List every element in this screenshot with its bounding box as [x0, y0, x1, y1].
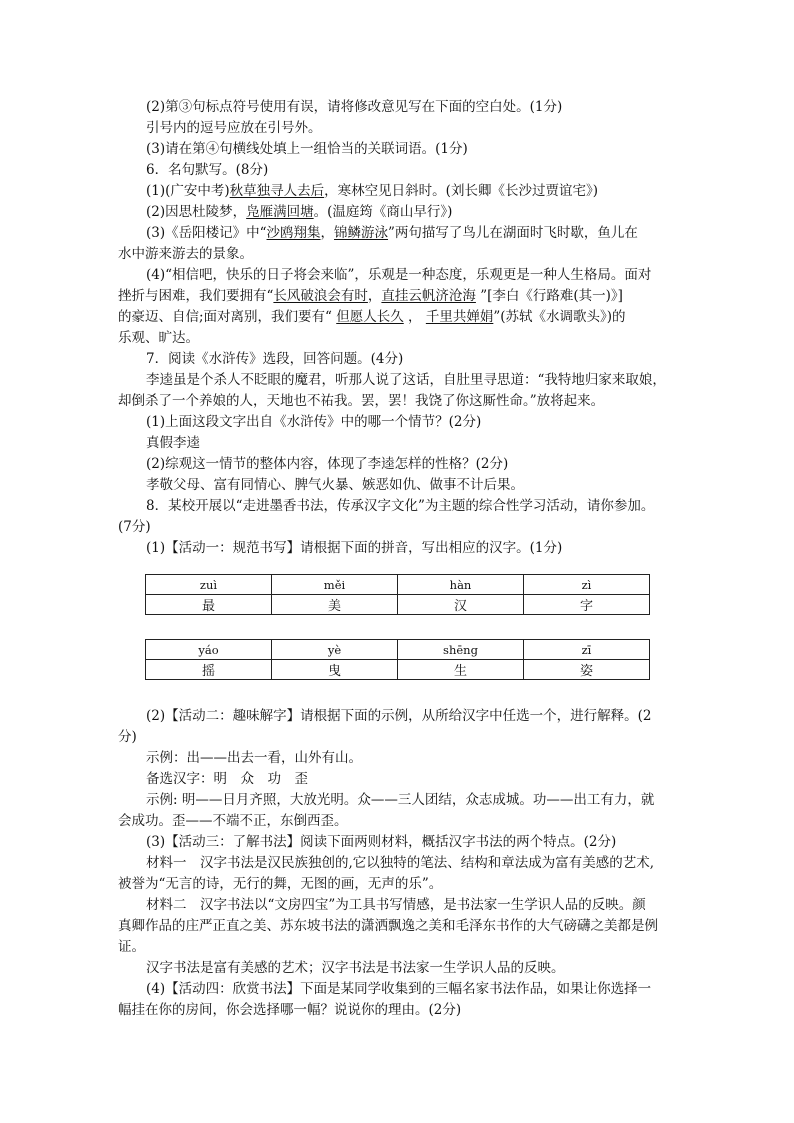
example-line: 示例：出——出去一看，山外有山。	[146, 750, 362, 766]
text: ，寒林空见日斜时。(刘长卿《长沙过贾谊宅》)	[324, 183, 598, 199]
text: ”(苏轼《水调歌头》)的	[493, 309, 626, 325]
pinyin-cell: yè	[272, 640, 398, 660]
hanzi-cell: 汉	[398, 595, 524, 615]
question-7-2: (2)综观这一情节的整体内容，体现了李逵怎样的性格？(2分)	[146, 456, 509, 472]
hanzi-cell: 曳	[272, 660, 398, 680]
answer-blank: 锦鳞游泳	[334, 225, 389, 241]
question-8-4: (4)【活动四：欣赏书法】下面是某同学收集到的三幅名家书法作品，如果让你选择一	[146, 981, 652, 997]
pinyin-table-2	[145, 639, 650, 680]
text: ”两句描写了鸟儿在湖面时飞时歇，鱼儿在	[388, 225, 638, 241]
hanzi-cell: 摇	[146, 660, 272, 680]
question-6-4: (4)“相信吧，快乐的日子将会来临”，乐观是一种态度，乐观更是一种人生格局。面对	[146, 267, 652, 283]
material-2-cont2: 证。	[118, 939, 145, 955]
answer-8-2-cont: 会成功。歪——不端不正，东倒西歪。	[118, 813, 348, 829]
question-5-2: (2)第③句标点符号使用有误，请将修改意见写在下面的空白处。(1分)	[146, 99, 563, 115]
hanzi-cell: 生	[398, 660, 524, 680]
answer-7-1: 真假李逵	[146, 435, 200, 451]
pinyin-cell: měi	[272, 575, 398, 595]
answer-8-2: 示例: 明——日月齐照，大放光明。众——三人团结，众志成城。功——出工有力，就	[146, 792, 655, 808]
text: 挫折与困难，我们要拥有“	[118, 288, 274, 304]
answer-blank: 秋草独寻人去后	[229, 183, 325, 199]
answer-blank: 长风破浪会有时	[273, 288, 368, 304]
question-6-3-cont: 水中游来游去的景象。	[118, 246, 253, 262]
question-5-3: (3)请在第④句横线处填上一组恰当的关联词语。(1分)	[146, 141, 468, 157]
material-2-cont: 真卿作品的庄严正直之美、苏东坡书法的潇洒飘逸之美和毛泽东书作的大气磅礴之美都是例	[118, 918, 658, 934]
question-8-3: (3)【活动三：了解书法】阅读下面两则材料，概括汉字书法的两个特点。(2分)	[146, 834, 617, 850]
answer-8-3: 汉字书法是富有美感的艺术；汉字书法是书法家一生学识人品的反映。	[146, 960, 565, 976]
hanzi-cell: 字	[524, 595, 650, 615]
hanzi-cell: 美	[272, 595, 398, 615]
question-8-1: (1)【活动一：规范书写】请根据下面的拼音，写出相应的汉字。(1分)	[146, 540, 563, 556]
text: ，	[367, 288, 382, 304]
text: 的豪迈、自信;面对离别，我们要有“	[118, 309, 337, 325]
question-6-2	[146, 202, 452, 222]
pinyin-cell: hàn	[398, 575, 524, 595]
question-7-heading: 7．阅读《水浒传》选段，回答问题。(4分)	[146, 351, 404, 367]
answer-blank: 沙鸥翔集	[266, 225, 321, 241]
question-6-1	[146, 181, 598, 201]
question-8-2: (2)【活动二：趣味解字】请根据下面的示例，从所给汉字中任选一个，进行解释。(2	[146, 708, 652, 724]
pinyin-cell: zuì	[146, 575, 272, 595]
answer-blank: 凫雁满回塘	[246, 204, 314, 220]
question-8-heading: 8．某校开展以“走进墨香书法，传承汉字文化”为主题的综合性学习活动，请你参加。	[146, 498, 655, 514]
passage-line: 却倒杀了一个养娘的人，天地也不祐我。罢，罢！我饶了你这厮性命。”放将起来。	[118, 393, 605, 409]
text: ，	[320, 225, 335, 241]
material-2: 材料二 汉字书法以“文房四宝”为工具书写情感，是书法家一生学识人品的反映。颜	[146, 897, 646, 913]
material-1: 材料一 汉字书法是汉民族独创的,它以独特的笔法、结构和章法成为富有美感的艺术,	[146, 855, 655, 871]
text: ，	[403, 309, 426, 325]
answer-blank: 直挂云帆济沧海	[381, 288, 476, 304]
question-6-4-cont2	[118, 307, 626, 327]
pinyin-table-1	[145, 574, 650, 615]
text: (1)(广安中考)	[146, 183, 230, 199]
candidate-chars: 备选汉字：明 众 功 歪	[146, 771, 308, 787]
pinyin-cell: shēng	[398, 640, 524, 660]
question-8-2-cont: 分)	[118, 729, 137, 745]
question-6-4-cont	[118, 286, 623, 306]
passage-line: 李逵虽是个杀人不眨眼的魔君，听那人说了这话，自肚里寻思道：“我特地归家来取娘，	[146, 372, 666, 388]
pinyin-cell: zì	[524, 575, 650, 595]
question-6-heading: 6．名句默写。(8分)	[146, 162, 269, 178]
question-8-heading-cont: (7分)	[118, 519, 151, 535]
text: (3)《岳阳楼记》中“	[146, 225, 267, 241]
question-7-1: (1)上面这段文字出自《水浒传》中的哪一个情节？(2分)	[146, 414, 482, 430]
answer-5-2: 引号内的逗号应放在引号外。	[146, 120, 322, 136]
answer-blank: 千里共婵娟	[425, 309, 494, 325]
answer-7-2: 孝敬父母、富有同情心、脾气火暴、嫉恶如仇、做事不计后果。	[146, 477, 524, 493]
text: 。(温庭筠《商山早行》)	[313, 204, 453, 220]
question-6-4-cont3: 乐观、旷达。	[118, 330, 199, 346]
text: (2)因思杜陵梦，	[146, 204, 247, 220]
answer-blank: 但愿人长久	[336, 309, 404, 325]
hanzi-cell: 姿	[524, 660, 650, 680]
pinyin-cell: yáo	[146, 640, 272, 660]
question-6-3	[146, 223, 638, 243]
hanzi-cell: 最	[146, 595, 272, 615]
text: ”[李白《行路难(其一)》]	[475, 288, 623, 304]
material-1-cont: 被誉为“无言的诗，无行的舞，无图的画，无声的乐”。	[118, 876, 443, 892]
question-8-4-cont: 幅挂在你的房间，你会选择哪一幅？说说你的理由。(2分)	[118, 1002, 462, 1018]
pinyin-cell: zī	[524, 640, 650, 660]
